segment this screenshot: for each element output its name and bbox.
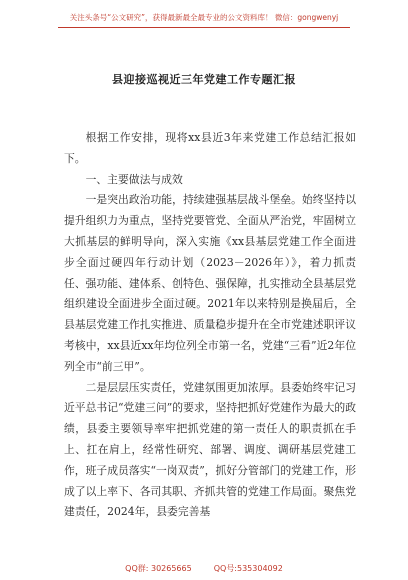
section-heading: 一、主要做法与成效 — [85, 172, 183, 186]
document-title: 县迎接巡视近三年党建工作专题汇报 — [112, 73, 296, 86]
body-paragraph-1: 一是突出政治功能，持续建强基层战斗堡垒。始终坚持以提升组织力为重点，坚持党要管党、全面从严治党，牢固树立大抓基层的鲜明导向，深入实施《xx县基层党建工作全面进步全面过硬四年行动计划（2023－2026年）》，着力抓责任、强功能、建体系、创特色、强保障，扎实推动全县基层党组织建设全面进步全面过硬。2021年以来特别是换届后，全县基层党建工作扎实推进、质量稳步提升在全市党建述职评议考核中，xx县近xx年均位列全市第一名，党建“三看”近2年位列全市“前三甲”。 — [64, 193, 356, 373]
footer-qq-group: QQ群: 30265665 — [125, 564, 192, 573]
body-paragraph-intro: 根据工作安排，现将xx县近3年来党建工作总结汇报如下。 — [64, 131, 356, 165]
header-note: 关注头条号“公文研究”，获得最新最全最专业的公文资料库！ 微信：gongwenyj — [69, 13, 339, 22]
footer-qq-number: QQ号:535304092 — [213, 564, 283, 573]
document-body — [64, 128, 356, 523]
body-paragraph-2: 二是层层压实责任，党建氛围更加浓厚。县委始终牢记习近平总书记“党建三问”的要求，坚持把抓好党建作为最大的政绩，县委主要领导率牢把抓党建的第一责任人的职责抓在手上、扛在肩上，经常性研究、部署、调度、调研基层党建工作，班子成员落实“一岗双责”，抓好分管部门的党建工作，形成了以上率下、各司其职、齐抓共管的党建工作局面。聚焦党建责任，2024年，县委完善基 — [64, 380, 356, 519]
header-divider — [58, 27, 350, 28]
footer-contact — [0, 563, 408, 574]
